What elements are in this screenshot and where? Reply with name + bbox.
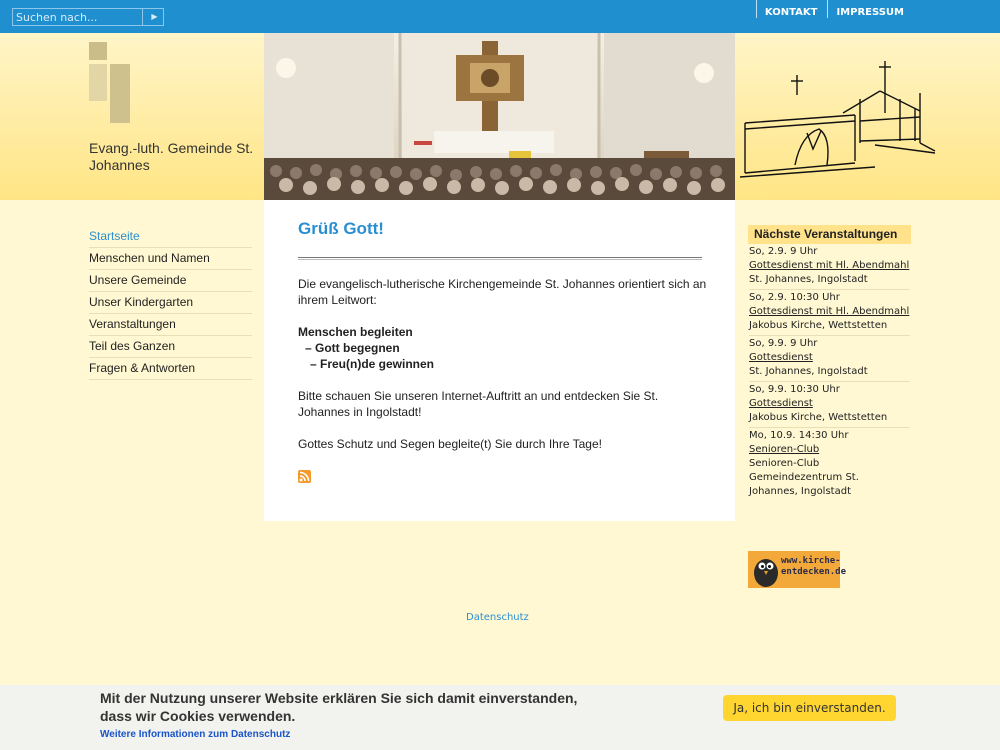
event-item: [749, 336, 910, 382]
events-list: [749, 244, 910, 501]
motto-line-3: – Freu(n)de gewinnen: [310, 357, 435, 371]
top-nav: [756, 0, 914, 18]
welcome-text: [298, 276, 708, 468]
sidebar-item-teil-des-ganzen[interactable]: Teil des Ganzen: [89, 336, 252, 358]
cookie-message-line-2: dass wir Cookies verwenden.: [100, 708, 296, 724]
event-date: So, 2.9. 10:30 Uhr: [749, 292, 840, 303]
footer-privacy-link[interactable]: Datenschutz: [466, 612, 529, 623]
event-location: Senioren-Club Gemeindezentrum St. Johannes, Ingolstadt: [749, 458, 859, 497]
event-item: [749, 428, 910, 501]
sidebar-item-fragen-und-antworten[interactable]: Fragen & Antworten: [89, 358, 252, 380]
search-box: [12, 8, 164, 26]
cookie-accept-button[interactable]: Ja, ich bin einverstanden.: [723, 695, 896, 721]
sidebar-nav: [89, 226, 252, 380]
parish-name: Evang.-luth. Gemeinde St. Johannes: [89, 140, 254, 173]
event-item: [749, 290, 910, 336]
parish-logo[interactable]: [89, 42, 131, 124]
cookie-message: [100, 689, 580, 725]
event-location: Jakobus Kirche, Wettstetten: [749, 412, 888, 423]
header-right-panel: [735, 33, 1000, 200]
event-link[interactable]: Gottesdienst mit Hl. Abendmahl: [749, 260, 910, 271]
page-title: Grüß Gott!: [298, 219, 384, 238]
event-location: St. Johannes, Ingolstadt: [749, 274, 868, 285]
mascot-icon: [750, 551, 782, 588]
topnav-kontakt-link[interactable]: KONTAKT: [756, 0, 828, 18]
event-link[interactable]: Gottesdienst: [749, 352, 813, 363]
sidebar-item-unsere-gemeinde[interactable]: Unsere Gemeinde: [89, 270, 252, 292]
banner-text-line-1: www.kirche-: [781, 556, 841, 566]
event-link[interactable]: Gottesdienst mit Hl. Abendmahl: [749, 306, 910, 317]
event-item: [749, 244, 910, 290]
church-interior-photo: [264, 33, 735, 200]
event-link[interactable]: Senioren-Club: [749, 444, 820, 455]
sidebar-item-unser-kindergarten[interactable]: Unser Kindergarten: [89, 292, 252, 314]
motto-block: [298, 324, 708, 372]
search-submit-button[interactable]: ▶: [151, 12, 158, 21]
sidebar-item-veranstaltungen[interactable]: Veranstaltungen: [89, 314, 252, 336]
event-date: So, 9.9. 10:30 Uhr: [749, 384, 840, 395]
event-location: St. Johannes, Ingolstadt: [749, 366, 868, 377]
event-link[interactable]: Gottesdienst: [749, 398, 813, 409]
cookie-banner: [0, 685, 1000, 750]
blessing-paragraph: Gottes Schutz und Segen begleite(t) Sie durch Ihre Tage!: [298, 437, 602, 451]
invite-paragraph: Bitte schauen Sie unseren Internet-Auftritt an und entdecken Sie St. Johannes in Ingolstadt!: [298, 389, 659, 419]
motto-line-1: Menschen begleiten: [298, 325, 413, 339]
sidebar-item-menschen-und-namen[interactable]: Menschen und Namen: [89, 248, 252, 270]
event-date: So, 9.9. 9 Uhr: [749, 338, 818, 349]
top-bar: [0, 0, 1000, 33]
rss-feed-icon[interactable]: [298, 470, 311, 483]
cookie-more-info-link[interactable]: Weitere Informationen zum Datenschutz: [100, 729, 291, 740]
header-left-panel: [0, 33, 264, 200]
cookie-message-line-1: Mit der Nutzung unserer Website erklären Sie sich damit einverstanden,: [100, 690, 578, 706]
banner-text: [781, 556, 846, 578]
motto-line-2: – Gott begegnen: [305, 341, 400, 355]
topnav-impressum-link[interactable]: IMPRESSUM: [827, 0, 914, 18]
event-date: So, 2.9. 9 Uhr: [749, 246, 818, 257]
banner-text-line-2: entdecken.de: [781, 567, 847, 577]
church-sketch-drawing: [735, 33, 1000, 200]
events-heading: Nächste Veranstaltungen: [748, 225, 911, 244]
kirche-entdecken-banner[interactable]: [748, 551, 847, 588]
search-input[interactable]: [13, 9, 143, 25]
event-location: Jakobus Kirche, Wettstetten: [749, 320, 888, 331]
event-item: [749, 382, 910, 428]
event-date: Mo, 10.9. 14:30 Uhr: [749, 430, 849, 441]
intro-paragraph: Die evangelisch-lutherische Kirchengemeinde St. Johannes orientiert sich an ihrem Leitwort:: [298, 277, 707, 307]
title-divider: [298, 257, 702, 260]
sidebar-item-startseite[interactable]: Startseite: [89, 226, 252, 248]
